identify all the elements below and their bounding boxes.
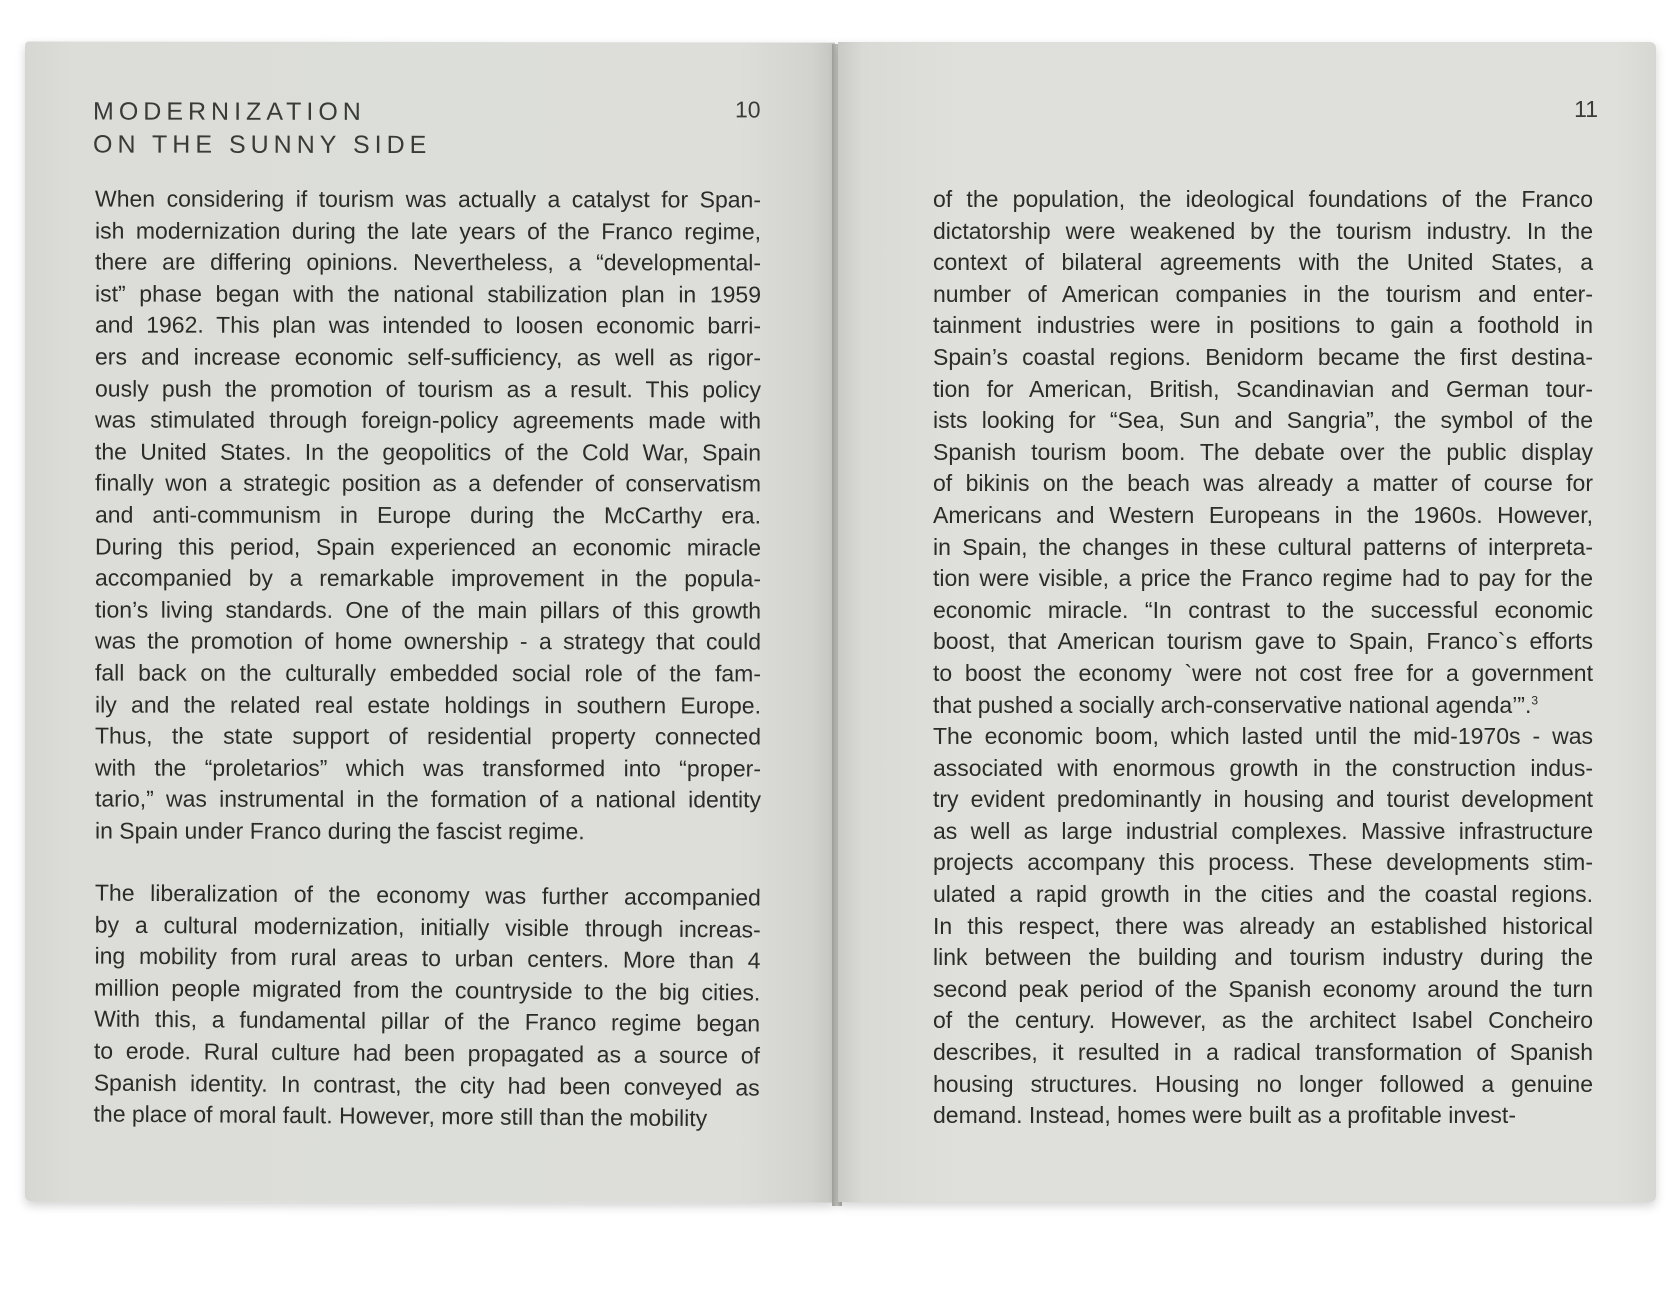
text-line-content: by a cultural modernization, initially visible through increas- bbox=[94, 911, 761, 943]
text-line bbox=[95, 278, 761, 311]
text-line-content: ist” phase began with the national stabilization plan in 1959 bbox=[95, 280, 761, 308]
text-line bbox=[95, 909, 761, 946]
text-line-content: that pushed a socially arch-conservative national agenda’”. bbox=[933, 691, 1532, 718]
text-line-content: fall back on the culturally embedded social role of the fam- bbox=[95, 659, 761, 687]
text-line bbox=[95, 468, 761, 501]
text-line-content: was the promotion of home ownership - a strategy that could bbox=[95, 627, 761, 655]
text-line-content: in Spain under Franco during the fascist regime. bbox=[95, 817, 585, 845]
text-line-content: Spanish tourism boom. The debate over the public display bbox=[933, 438, 1593, 465]
text-line-content: tario,” was instrumental in the formation of a national identity bbox=[95, 785, 761, 813]
text-line-content: Spanish identity. In contrast, the city had been conveyed as bbox=[93, 1069, 760, 1101]
text-line-content: ists looking for “Sea, Sun and Sangria”, the symbol of the bbox=[933, 407, 1593, 434]
text-line-content: tion’s living standards. One of the main pillars of this growth bbox=[95, 596, 761, 624]
text-line bbox=[933, 879, 1593, 911]
text-line-content: try evident predominantly in housing and tourist development bbox=[933, 786, 1593, 813]
text-line-content: the United States. In the geopolitics of the Cold War, Spain bbox=[95, 438, 761, 466]
text-line bbox=[933, 437, 1593, 469]
text-line-content: describes, it resulted in a radical transformation of Spanish bbox=[933, 1039, 1593, 1066]
text-line-content: tainment industries were in positions to gain a foothold in bbox=[933, 312, 1593, 339]
text-line-content: The liberalization of the economy was further accompanied bbox=[94, 879, 761, 911]
text-line bbox=[94, 1004, 760, 1041]
text-line-content: ulated a rapid growth in the cities and the coastal regions. bbox=[933, 881, 1593, 908]
text-line bbox=[933, 974, 1593, 1006]
running-head-line: MODERNIZATION bbox=[93, 97, 366, 126]
text-line-content: demand. Instead, homes were built as a profitable invest- bbox=[933, 1102, 1516, 1129]
text-line-content: housing structures. Housing no longer followed a genuine bbox=[933, 1070, 1593, 1097]
running-head bbox=[93, 96, 431, 162]
text-line bbox=[95, 815, 761, 848]
text-line-content: During this period, Spain experienced an economic miracle bbox=[95, 533, 761, 560]
text-line bbox=[933, 184, 1593, 216]
text-line-content: context of bilateral agreements with the United States, a bbox=[933, 249, 1593, 276]
text-line bbox=[933, 1005, 1593, 1037]
text-line bbox=[95, 594, 761, 627]
text-line bbox=[95, 247, 761, 280]
text-line bbox=[95, 215, 761, 248]
text-line-content: and anti-communism in Europe during the McCarthy era. bbox=[95, 501, 761, 529]
text-line bbox=[933, 942, 1593, 974]
text-line-content: ers and increase economic self-sufficiency, as well as rigor- bbox=[95, 343, 761, 371]
text-line-content: to erode. Rural culture had been propagated as a source of bbox=[93, 1037, 761, 1069]
text-line bbox=[95, 184, 761, 217]
text-line bbox=[933, 374, 1593, 406]
text-line-content: ing mobility from rural areas to urban centers. More than 4 bbox=[94, 942, 761, 974]
text-line bbox=[95, 436, 761, 469]
text-line-content: of the century. However, as the architect Isabel Concheiro bbox=[933, 1007, 1593, 1034]
text-line bbox=[95, 373, 761, 406]
text-line-content: In this respect, there was already an established historical bbox=[933, 912, 1593, 939]
text-line bbox=[95, 499, 761, 532]
text-line-content: to boost the economy `were not cost free for a government bbox=[933, 659, 1593, 686]
text-line-content: When considering if tourism was actually a catalyst for Span- bbox=[95, 185, 761, 213]
text-line-content: economic miracle. “In contrast to the successful economic bbox=[933, 596, 1593, 623]
footnote-marker: 3 bbox=[1531, 692, 1539, 707]
text-line-content: of the population, the ideological foundations of the Franco bbox=[933, 186, 1593, 212]
text-line-content: the place of moral fault. However, more still than the mobility bbox=[93, 1100, 708, 1132]
text-line bbox=[95, 626, 761, 659]
text-line bbox=[933, 911, 1593, 943]
text-line bbox=[933, 595, 1593, 627]
text-line bbox=[95, 310, 761, 343]
text-line-content: tion for American, British, Scandinavian and German tour- bbox=[933, 375, 1593, 402]
text-line bbox=[95, 784, 761, 817]
text-line bbox=[933, 721, 1593, 753]
text-line-content: as well as large industrial complexes. Massive infrastructure bbox=[933, 817, 1593, 844]
open-book bbox=[20, 42, 1660, 1212]
text-line-content: of bikinis on the beach was already a matter of course for bbox=[933, 470, 1593, 497]
text-line-content: million people migrated from the countryside to the big cities. bbox=[94, 974, 761, 1006]
body-paragraph bbox=[93, 878, 761, 1136]
text-line-content: Thus, the state support of residential property connected bbox=[95, 722, 761, 750]
text-line-content: dictatorship were weakened by the tourism industry. In the bbox=[933, 217, 1593, 244]
text-line bbox=[94, 972, 760, 1009]
text-line-content: and 1962. This plan was intended to loosen economic barri- bbox=[95, 311, 761, 339]
text-line bbox=[95, 721, 761, 754]
page-number: 10 bbox=[735, 96, 761, 123]
text-line-content: The economic boom, which lasted until the mid-1970s - was bbox=[933, 723, 1593, 750]
text-line bbox=[95, 531, 761, 564]
text-line-content: Americans and Western Europeans in the 1960s. However, bbox=[933, 501, 1593, 528]
text-line bbox=[95, 563, 761, 596]
text-line-content: ously push the promotion of tourism as a result. This policy bbox=[95, 375, 761, 403]
text-line bbox=[933, 658, 1593, 690]
text-line bbox=[933, 532, 1593, 564]
text-line bbox=[94, 1035, 760, 1072]
left-page bbox=[25, 41, 835, 1202]
text-line bbox=[933, 468, 1593, 500]
text-line bbox=[933, 690, 1593, 722]
text-line bbox=[933, 1100, 1593, 1132]
text-line-content: ish modernization during the late years of the Franco regime, bbox=[95, 217, 761, 245]
body-paragraph bbox=[933, 184, 1593, 1132]
text-line bbox=[933, 1037, 1593, 1069]
text-line bbox=[95, 689, 761, 722]
text-line bbox=[933, 500, 1593, 532]
text-line-content: in Spain, the changes in these cultural patterns of interpreta- bbox=[933, 533, 1593, 560]
text-line-content: accompanied by a remarkable improvement in the popula- bbox=[95, 564, 761, 592]
right-page bbox=[838, 42, 1656, 1202]
text-line-content: link between the building and tourism industry during the bbox=[933, 944, 1593, 971]
text-line bbox=[93, 1099, 759, 1136]
text-line-content: With this, a fundamental pillar of the Franco regime began bbox=[94, 1005, 761, 1037]
text-line bbox=[933, 753, 1593, 785]
text-line bbox=[94, 941, 760, 978]
running-head-line: ON THE SUNNY SIDE bbox=[93, 130, 432, 160]
text-line bbox=[933, 626, 1593, 658]
text-line bbox=[933, 247, 1593, 279]
text-line bbox=[94, 1067, 760, 1104]
text-line-content: second peak period of the Spanish economy around the turn bbox=[933, 975, 1593, 1002]
text-line-content: was stimulated through foreign-policy agreements made with bbox=[95, 406, 761, 434]
text-line bbox=[933, 1069, 1593, 1101]
text-line bbox=[95, 657, 761, 690]
text-line-content: there are differing opinions. Nevertheless, a “developmental- bbox=[95, 248, 761, 276]
text-line bbox=[933, 784, 1593, 816]
text-line bbox=[933, 847, 1593, 879]
text-line bbox=[95, 878, 761, 915]
text-line bbox=[95, 752, 761, 785]
text-line-content: finally won a strategic position as a defender of conservatism bbox=[95, 469, 761, 497]
text-line-content: ily and the related real estate holdings in southern Europe. bbox=[95, 691, 761, 718]
text-line bbox=[933, 216, 1593, 248]
text-line bbox=[933, 405, 1593, 437]
page-number: 11 bbox=[1574, 96, 1598, 122]
text-line bbox=[933, 342, 1593, 374]
text-line bbox=[933, 816, 1593, 848]
text-line-content: tion were visible, a price the Franco regime had to pay for the bbox=[933, 565, 1593, 592]
text-line-content: Spain’s coastal regions. Benidorm became the first destina- bbox=[933, 343, 1593, 370]
text-line bbox=[933, 279, 1593, 311]
text-line-content: boost, that American tourism gave to Spain, Franco`s efforts bbox=[933, 628, 1593, 655]
text-line-content: associated with enormous growth in the construction indus- bbox=[933, 754, 1593, 781]
text-line bbox=[95, 342, 761, 375]
text-line bbox=[933, 310, 1593, 342]
text-line bbox=[933, 563, 1593, 595]
text-line-content: with the “proletarios” which was transformed into “proper- bbox=[95, 754, 761, 782]
text-line bbox=[95, 405, 761, 438]
body-paragraph bbox=[95, 184, 761, 848]
text-line-content: projects accompany this process. These developments stim- bbox=[933, 849, 1593, 876]
text-line-content: number of American companies in the tourism and enter- bbox=[933, 280, 1593, 307]
